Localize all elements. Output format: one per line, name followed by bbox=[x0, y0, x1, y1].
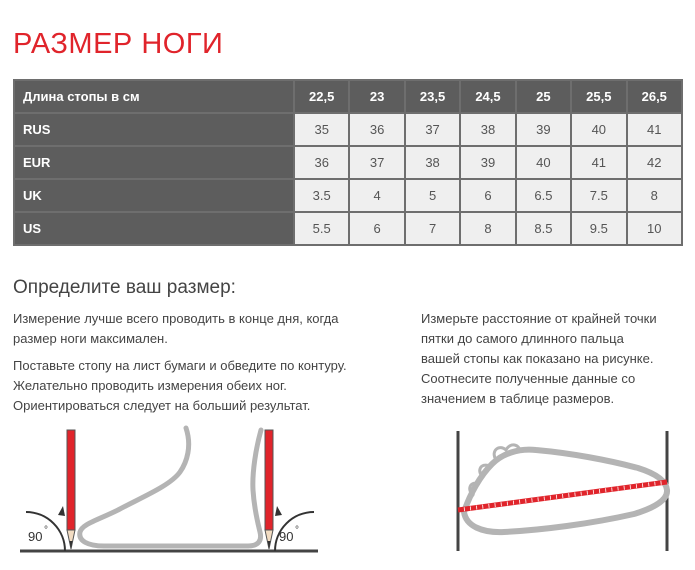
text-line: Измерьте расстояние от крайней точки bbox=[421, 311, 657, 326]
table-cell: 8 bbox=[627, 179, 682, 212]
text-line: Соотнесите полученные данные со bbox=[421, 371, 636, 386]
table-cell: 8 bbox=[460, 212, 515, 245]
table-row-eur bbox=[14, 146, 682, 179]
table-cell: 41 bbox=[627, 113, 682, 146]
table-cell: 7 bbox=[405, 212, 460, 245]
text-line: размер ноги максимален. bbox=[13, 331, 168, 346]
left-angle-arrow bbox=[58, 506, 65, 516]
top-view-illustration bbox=[440, 420, 680, 560]
instruction-paragraph-2 bbox=[13, 356, 347, 416]
table-cell: 39 bbox=[460, 146, 515, 179]
size-header: 23,5 bbox=[405, 80, 460, 113]
table-cell: 9.5 bbox=[571, 212, 626, 245]
instructions-heading: Определите ваш размер: bbox=[13, 277, 236, 298]
foot-outline-top bbox=[464, 450, 667, 532]
row-label: US bbox=[14, 212, 294, 245]
table-cell: 10 bbox=[627, 212, 682, 245]
table-cell: 41 bbox=[571, 146, 626, 179]
table-cell: 40 bbox=[516, 146, 571, 179]
size-header: 24,5 bbox=[460, 80, 515, 113]
size-header: 23 bbox=[349, 80, 404, 113]
table-cell: 5 bbox=[405, 179, 460, 212]
table-cell: 36 bbox=[294, 146, 349, 179]
row-label: RUS bbox=[14, 113, 294, 146]
page-title: РАЗМЕР НОГИ bbox=[13, 28, 224, 60]
side-view-illustration bbox=[0, 420, 340, 570]
size-header: 25 bbox=[516, 80, 571, 113]
angle-label-left: 90 bbox=[28, 529, 43, 544]
size-header: 22,5 bbox=[294, 80, 349, 113]
foot-outline-side bbox=[80, 428, 261, 546]
table-cell: 7.5 bbox=[571, 179, 626, 212]
table-cell: 4 bbox=[349, 179, 404, 212]
foot-length-header: Длина стопы в см bbox=[14, 80, 294, 113]
text-line: пятки до самого длинного пальца bbox=[421, 331, 624, 346]
degree-sign: ° bbox=[295, 525, 299, 536]
text-line: Поставьте стопу на лист бумаги и обведите по контуру. bbox=[13, 358, 347, 373]
left-pencil bbox=[67, 430, 75, 549]
instruction-paragraph-3 bbox=[421, 309, 657, 409]
table-row-us bbox=[14, 212, 682, 245]
text-line: Желательно проводить измерения обеих ног. bbox=[13, 378, 287, 393]
text-line: Измерение лучше всего проводить в конце дня, когда bbox=[13, 311, 339, 326]
table-cell: 38 bbox=[460, 113, 515, 146]
right-angle-arrow bbox=[275, 506, 282, 516]
table-cell: 8.5 bbox=[516, 212, 571, 245]
table-cell: 38 bbox=[405, 146, 460, 179]
table-cell: 40 bbox=[571, 113, 626, 146]
instruction-paragraph-1 bbox=[13, 309, 339, 349]
text-line: Ориентироваться следует на больший результат. bbox=[13, 398, 311, 413]
row-label: EUR bbox=[14, 146, 294, 179]
table-cell: 39 bbox=[516, 113, 571, 146]
table-row-uk bbox=[14, 179, 682, 212]
table-cell: 37 bbox=[349, 146, 404, 179]
table-cell: 42 bbox=[627, 146, 682, 179]
text-line: вашей стопы как показано на рисунке. bbox=[421, 351, 654, 366]
table-cell: 5.5 bbox=[294, 212, 349, 245]
size-table bbox=[13, 79, 683, 246]
right-pencil bbox=[265, 430, 273, 549]
size-header: 26,5 bbox=[627, 80, 682, 113]
row-label: UK bbox=[14, 179, 294, 212]
table-row-rus bbox=[14, 113, 682, 146]
table-header-row bbox=[14, 80, 682, 113]
size-header: 25,5 bbox=[571, 80, 626, 113]
table-cell: 36 bbox=[349, 113, 404, 146]
text-line: значением в таблице размеров. bbox=[421, 391, 615, 406]
table-cell: 35 bbox=[294, 113, 349, 146]
table-cell: 6 bbox=[460, 179, 515, 212]
table-cell: 6.5 bbox=[516, 179, 571, 212]
table-cell: 3.5 bbox=[294, 179, 349, 212]
table-cell: 37 bbox=[405, 113, 460, 146]
table-cell: 6 bbox=[349, 212, 404, 245]
angle-label-right: 90 bbox=[279, 529, 294, 544]
degree-sign: ° bbox=[44, 525, 48, 536]
